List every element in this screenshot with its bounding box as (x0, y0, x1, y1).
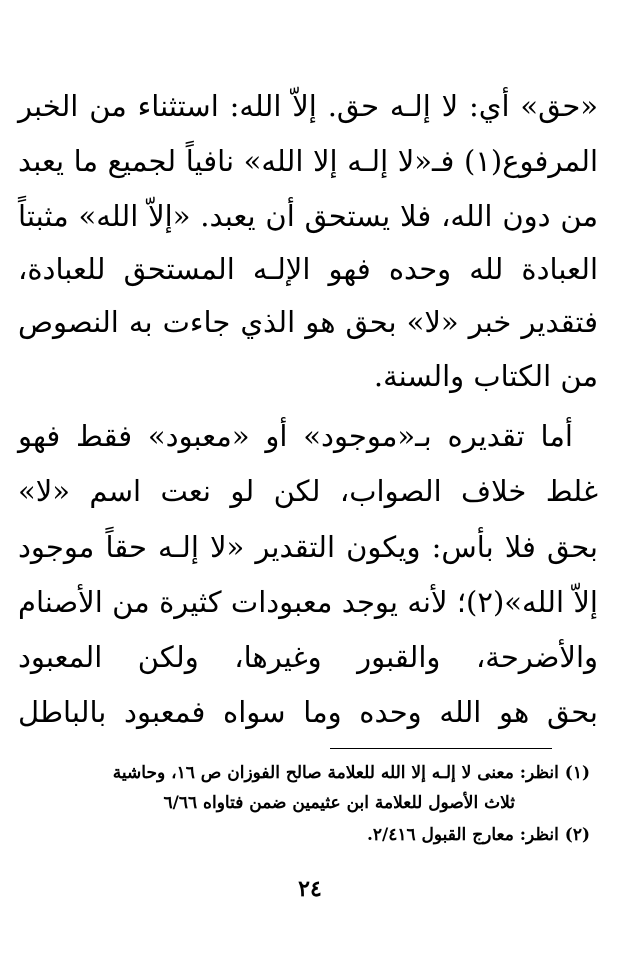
body-line-10: إلاّ الله»(٢)؛ لأنه يوجد معبودات كثيرة من الأصنام (18, 585, 598, 619)
body-line-11: والأضرحة، والقبور وغيرها، ولكن المعبود (18, 640, 598, 674)
footnote-1: (١) انظر: معنى لا إلـه إلا الله للعلامة صالح الفوزان ص ١٦، وحاشية (112, 763, 590, 783)
footnote-1-continued: ثلاث الأصول للعلامة ابن عثيمين ضمن فتاواه ٦/٦٦ (163, 793, 515, 813)
body-line-2: المرفوع(١) فـ«لا إلـه إلا الله» نافياً لجميع ما يعبد (18, 144, 598, 178)
body-line-3: من دون الله، فلا يستحق أن يعبد. «إلاّ الله» مثبتاً (18, 199, 598, 233)
page-number: ٢٤ (298, 876, 322, 902)
body-line-4: العبادة لله وحده فهو الإلـه المستحق للعبادة، (18, 252, 598, 286)
body-line-5: فتقدير خبر «لا» بحق هو الذي جاءت به النصوص (18, 305, 598, 339)
body-line-12: بحق هو الله وحده وما سواه فمعبود بالباطل (18, 695, 598, 729)
body-line-1: «حق» أي: لا إلـه حق. إلاّ الله: استثناء من الخبر (18, 89, 598, 123)
body-line-7: أما تقديره بـ«موجود» أو «معبود» فقط فهو (18, 419, 573, 453)
body-line-6: من الكتاب والسنة. (373, 359, 598, 393)
body-line-8: غلط خلاف الصواب، لكن لو نعت اسم «لا» (18, 474, 598, 508)
footnote-2: (٢) انظر: معارج القبول ٢/٤١٦. (366, 825, 590, 845)
body-line-9: بحق فلا بأس: ويكون التقدير «لا إلـه حقاً موجود (18, 530, 598, 564)
footnote-separator (330, 748, 552, 749)
